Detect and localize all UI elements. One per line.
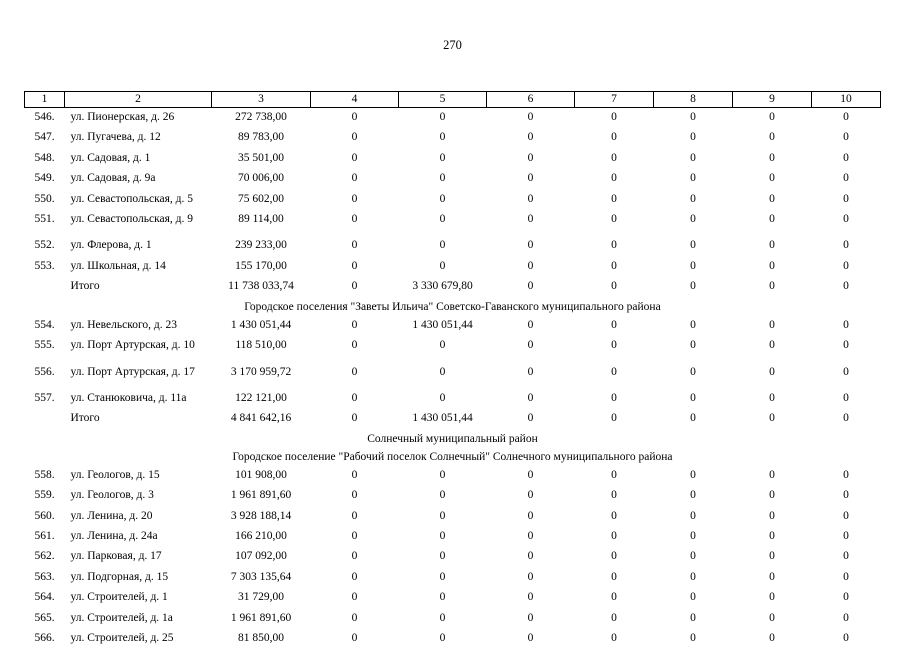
row-number: 548. [34, 151, 55, 164]
value-cell: 0 [769, 318, 775, 331]
value-cell: 0 [351, 111, 358, 123]
value-cell: 0 [527, 631, 534, 644]
value-cell: 0 [611, 318, 617, 331]
value-cell: 0 [439, 365, 446, 378]
row-number: 553. [34, 259, 55, 272]
value-cell: 0 [527, 151, 534, 164]
value-cell: 0 [769, 529, 775, 542]
value-cell: 0 [843, 111, 849, 123]
address-cell: ул. Геологов, д. 15 [70, 468, 160, 481]
header-cell: 10 [812, 92, 881, 108]
page-number: 270 [443, 38, 462, 52]
header-cell: 7 [575, 92, 654, 108]
data-table [24, 91, 881, 649]
row-number: 562. [34, 550, 55, 563]
row-number: 557. [34, 392, 55, 405]
row-number: 556. [34, 365, 55, 378]
table-row [25, 169, 881, 189]
address-cell: ул. Пионерская, д. 26 [70, 111, 175, 123]
row-number: 563. [34, 570, 55, 583]
value-cell: 0 [611, 392, 617, 405]
amount-cell: 101 908,00 [235, 468, 287, 481]
table-row [25, 316, 881, 336]
value-cell: 0 [611, 591, 617, 604]
table-row [25, 236, 881, 256]
value-cell: 0 [769, 570, 775, 583]
value-cell: 0 [769, 509, 775, 522]
row-number: 550. [34, 192, 55, 205]
table-row [25, 547, 881, 567]
value-cell: 0 [611, 280, 617, 293]
value-cell: 0 [351, 339, 358, 352]
amount-cell: 1 961 891,60 [230, 611, 292, 624]
value-cell: 0 [611, 239, 617, 252]
value-cell: 0 [351, 489, 358, 502]
value-cell: 0 [769, 192, 775, 205]
value-cell: 0 [439, 259, 446, 272]
table-row [25, 363, 881, 390]
value-cell: 0 [690, 392, 696, 405]
value-cell: 0 [527, 131, 534, 144]
address-cell: ул. Садовая, д. 1 [70, 151, 151, 164]
value-cell: 0 [843, 631, 849, 644]
value-cell: 0 [611, 509, 617, 522]
amount-cell: 118 510,00 [235, 339, 287, 352]
value-cell: 0 [769, 212, 775, 225]
section-heading-row [25, 430, 881, 448]
value-cell: 0 [351, 550, 358, 563]
value-cell: 0 [527, 489, 534, 502]
value-cell: 0 [611, 131, 617, 144]
value-cell: 0 [690, 339, 696, 352]
table-row [25, 210, 881, 237]
value-cell: 0 [843, 239, 849, 252]
value-cell: 0 [439, 468, 446, 481]
value-cell: 0 [769, 259, 775, 272]
value-cell: 0 [527, 192, 534, 205]
address-cell: ул. Невельского, д. 23 [70, 318, 177, 331]
row-number: 561. [34, 529, 55, 542]
value-cell: 0 [351, 412, 358, 425]
table-row [25, 389, 881, 409]
value-cell: 0 [439, 339, 446, 352]
value-cell: 0 [690, 570, 696, 583]
value-cell: 0 [690, 192, 696, 205]
value-cell: 0 [690, 412, 696, 425]
value-cell: 0 [439, 392, 446, 405]
value-cell: 0 [351, 392, 358, 405]
value-cell: 0 [690, 131, 696, 144]
value-cell: 0 [351, 468, 358, 481]
table-row [25, 409, 881, 429]
address-cell: ул. Строителей, д. 1а [70, 611, 173, 624]
table-row [25, 568, 881, 588]
header-cell: 4 [311, 92, 399, 108]
value-cell: 0 [527, 365, 534, 378]
amount-cell: 75 602,00 [238, 192, 284, 205]
header-cell: 9 [733, 92, 812, 108]
value-cell: 0 [611, 529, 617, 542]
table-row [25, 629, 881, 649]
value-cell: 0 [351, 318, 358, 331]
row-number [25, 409, 65, 429]
value-cell: 0 [769, 412, 775, 425]
address-cell: ул. Пугачева, д. 12 [70, 131, 161, 144]
table-row [25, 507, 881, 527]
value-cell: 0 [690, 239, 696, 252]
value-cell: 0 [769, 489, 775, 502]
amount-cell: 1 961 891,60 [230, 489, 292, 502]
value-cell: 0 [439, 570, 446, 583]
row-number: 558. [34, 468, 55, 481]
header-cell: 1 [25, 92, 65, 108]
amount-cell: 35 501,00 [238, 151, 284, 164]
value-cell: 0 [690, 509, 696, 522]
value-cell: 0 [843, 365, 849, 378]
value-cell: 0 [439, 631, 446, 644]
row-number: 565. [34, 611, 55, 624]
table-row [25, 108, 881, 129]
table-row [25, 128, 881, 148]
value-cell: 0 [351, 192, 358, 205]
value-cell: 0 [527, 318, 534, 331]
value-cell: 0 [769, 111, 775, 123]
row-number [25, 277, 65, 297]
amount-cell: 272 738,00 [235, 111, 287, 123]
value-cell: 0 [769, 365, 775, 378]
value-cell: 0 [611, 339, 617, 352]
value-cell: 0 [690, 259, 696, 272]
value-cell: 0 [611, 192, 617, 205]
value-cell: 0 [690, 631, 696, 644]
value-cell: 0 [439, 151, 446, 164]
value-cell: 0 [843, 318, 849, 331]
value-cell: 0 [439, 529, 446, 542]
value-cell: 0 [843, 212, 849, 225]
table-row [25, 527, 881, 547]
row-number: 551. [34, 212, 55, 225]
value-cell: 0 [439, 212, 446, 225]
value-cell: 0 [769, 550, 775, 563]
value-cell: 0 [690, 365, 696, 378]
value-cell: 1 430 051,44 [412, 318, 473, 331]
address-cell: ул. Строителей, д. 25 [70, 631, 174, 644]
row-number: 554. [34, 318, 55, 331]
value-cell: 0 [527, 111, 534, 123]
section-heading: Городское поселения "Заветы Ильича" Советско-Гаванского муниципального района [244, 300, 661, 313]
value-cell: 0 [690, 111, 696, 123]
value-cell: 0 [769, 339, 775, 352]
value-cell: 0 [527, 392, 534, 405]
value-cell: 0 [843, 280, 849, 293]
value-cell: 0 [690, 172, 696, 185]
value-cell: 0 [611, 611, 617, 624]
value-cell: 0 [611, 212, 617, 225]
value-cell: 0 [611, 631, 617, 644]
value-cell: 0 [439, 611, 446, 624]
value-cell: 0 [527, 468, 534, 481]
value-cell: 0 [611, 172, 617, 185]
amount-cell: 7 303 135,64 [230, 570, 292, 583]
value-cell: 0 [769, 131, 775, 144]
value-cell: 0 [769, 468, 775, 481]
address-cell: Итого [70, 280, 100, 293]
value-cell: 0 [351, 570, 358, 583]
table-row [25, 149, 881, 169]
value-cell: 0 [690, 550, 696, 563]
value-cell: 1 430 051,44 [412, 412, 473, 425]
value-cell: 0 [843, 339, 849, 352]
address-cell: ул. Порт Артурская, д. 17 [70, 365, 195, 378]
value-cell: 0 [769, 631, 775, 644]
amount-cell: 1 430 051,44 [230, 318, 292, 331]
row-number: 559. [34, 489, 55, 502]
value-cell: 0 [769, 611, 775, 624]
header-cell: 2 [65, 92, 212, 108]
value-cell: 0 [527, 172, 534, 185]
value-cell: 0 [769, 239, 775, 252]
value-cell: 0 [690, 591, 696, 604]
value-cell: 0 [527, 611, 534, 624]
amount-cell: 3 170 959,72 [230, 365, 292, 378]
address-cell: ул. Ленина, д. 24а [70, 529, 158, 542]
table-row [25, 466, 881, 486]
value-cell: 0 [351, 172, 358, 185]
value-cell: 0 [527, 509, 534, 522]
value-cell: 0 [843, 489, 849, 502]
value-cell: 0 [351, 631, 358, 644]
amount-cell: 122 121,00 [235, 392, 287, 405]
value-cell: 0 [690, 212, 696, 225]
table-row [25, 190, 881, 210]
value-cell: 0 [439, 111, 446, 123]
table-row [25, 486, 881, 506]
value-cell: 0 [843, 192, 849, 205]
value-cell: 0 [527, 412, 534, 425]
value-cell: 0 [439, 509, 446, 522]
header-cell: 8 [654, 92, 733, 108]
value-cell: 0 [527, 339, 534, 352]
value-cell: 0 [351, 212, 358, 225]
value-cell: 0 [527, 529, 534, 542]
amount-cell: 3 928 188,14 [230, 509, 292, 522]
value-cell: 0 [843, 151, 849, 164]
amount-cell: 89 114,00 [238, 212, 284, 225]
value-cell: 0 [439, 192, 446, 205]
value-cell: 0 [611, 259, 617, 272]
section-heading-row [25, 448, 881, 466]
value-cell: 0 [843, 392, 849, 405]
value-cell: 0 [690, 489, 696, 502]
value-cell: 0 [351, 509, 358, 522]
row-number: 549. [34, 172, 55, 185]
value-cell: 0 [439, 591, 446, 604]
value-cell: 0 [843, 611, 849, 624]
value-cell: 0 [351, 591, 358, 604]
value-cell: 0 [843, 131, 849, 144]
amount-cell: 4 841 642,16 [230, 412, 292, 425]
value-cell: 0 [351, 529, 358, 542]
value-cell: 0 [351, 365, 358, 378]
amount-cell: 11 738 033,74 [228, 280, 294, 293]
row-number: 546. [34, 111, 55, 123]
value-cell: 0 [690, 529, 696, 542]
value-cell: 0 [690, 151, 696, 164]
value-cell: 0 [351, 239, 358, 252]
table-row [25, 257, 881, 277]
value-cell: 0 [843, 529, 849, 542]
address-cell: ул. Садовая, д. 9а [70, 172, 156, 185]
value-cell: 0 [527, 591, 534, 604]
value-cell: 0 [611, 111, 617, 123]
row-number: 566. [34, 631, 55, 644]
header-cell: 5 [399, 92, 487, 108]
address-cell: ул. Флерова, д. 1 [70, 239, 152, 252]
value-cell: 0 [351, 131, 358, 144]
value-cell: 0 [611, 468, 617, 481]
value-cell: 0 [351, 611, 358, 624]
value-cell: 0 [351, 151, 358, 164]
table-row [25, 277, 881, 297]
value-cell: 0 [690, 611, 696, 624]
value-cell: 3 330 679,80 [412, 280, 473, 293]
address-cell: ул. Геологов, д. 3 [70, 489, 154, 502]
value-cell: 0 [527, 550, 534, 563]
row-number: 555. [34, 339, 55, 352]
value-cell: 0 [527, 212, 534, 225]
value-cell: 0 [611, 570, 617, 583]
value-cell: 0 [611, 151, 617, 164]
value-cell: 0 [843, 550, 849, 563]
table-header-row [25, 92, 881, 108]
address-cell: ул. Парковая, д. 17 [70, 550, 162, 563]
value-cell: 0 [843, 172, 849, 185]
address-cell: ул. Севастопольская, д. 5 [70, 192, 194, 205]
amount-cell: 239 233,00 [235, 239, 287, 252]
value-cell: 0 [611, 412, 617, 425]
amount-cell: 166 210,00 [235, 529, 287, 542]
row-number: 564. [34, 591, 55, 604]
value-cell: 0 [843, 468, 849, 481]
table-row [25, 609, 881, 629]
value-cell: 0 [611, 550, 617, 563]
row-number: 547. [34, 131, 55, 144]
value-cell: 0 [527, 239, 534, 252]
amount-cell: 89 783,00 [238, 131, 284, 144]
section-heading: Городское поселение "Рабочий поселок Солнечный" Солнечного муниципального района [232, 450, 673, 463]
value-cell: 0 [843, 412, 849, 425]
value-cell: 0 [527, 259, 534, 272]
value-cell: 0 [843, 509, 849, 522]
value-cell: 0 [439, 172, 446, 185]
value-cell: 0 [351, 259, 358, 272]
value-cell: 0 [769, 151, 775, 164]
amount-cell: 107 092,00 [235, 550, 287, 563]
address-cell: ул. Школьная, д. 14 [70, 259, 166, 272]
address-cell: ул. Севастопольская, д. 9 [70, 212, 194, 225]
row-number: 552. [34, 239, 55, 252]
value-cell: 0 [769, 392, 775, 405]
section-heading-row [25, 298, 881, 316]
value-cell: 0 [843, 259, 849, 272]
value-cell: 0 [690, 468, 696, 481]
address-cell: ул. Подгорная, д. 15 [70, 570, 169, 583]
value-cell: 0 [843, 570, 849, 583]
value-cell: 0 [769, 280, 775, 293]
table-row [25, 336, 881, 363]
amount-cell: 31 729,00 [238, 591, 284, 604]
value-cell: 0 [611, 365, 617, 378]
value-cell: 0 [690, 280, 696, 293]
amount-cell: 81 850,00 [238, 631, 284, 644]
value-cell: 0 [843, 591, 849, 604]
address-cell: ул. Станюковича, д. 11а [70, 392, 187, 405]
address-cell: ул. Ленина, д. 20 [70, 509, 153, 522]
header-cell: 6 [487, 92, 575, 108]
address-cell: ул. Строителей, д. 1 [70, 591, 168, 604]
section-heading: Солнечный муниципальный район [367, 432, 538, 445]
value-cell: 0 [611, 489, 617, 502]
value-cell: 0 [439, 550, 446, 563]
value-cell: 0 [690, 318, 696, 331]
value-cell: 0 [439, 239, 446, 252]
value-cell: 0 [769, 591, 775, 604]
row-number: 560. [34, 509, 55, 522]
value-cell: 0 [769, 172, 775, 185]
amount-cell: 155 170,00 [235, 259, 287, 272]
amount-cell: 70 006,00 [238, 172, 284, 185]
header-cell: 3 [212, 92, 311, 108]
address-cell: ул. Порт Артурская, д. 10 [70, 339, 195, 352]
address-cell: Итого [70, 412, 100, 425]
value-cell: 0 [439, 131, 446, 144]
value-cell: 0 [439, 489, 446, 502]
value-cell: 0 [351, 280, 358, 293]
value-cell: 0 [527, 280, 534, 293]
table-row [25, 588, 881, 608]
value-cell: 0 [527, 570, 534, 583]
